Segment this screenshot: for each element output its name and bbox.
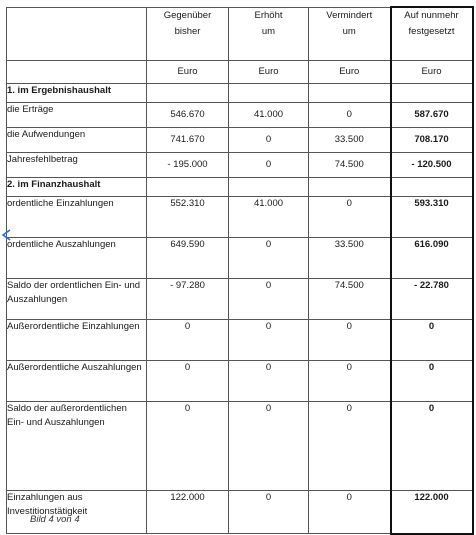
row-label: Saldo der außerordentlichen Ein- und Auszahlungen xyxy=(7,402,147,491)
value-cell: - 97.280 xyxy=(147,279,229,320)
section-header-empty-cell xyxy=(309,178,391,197)
row-label: Außerordentliche Auszahlungen xyxy=(7,361,147,402)
section-title: 1. im Ergebnishaushalt xyxy=(7,84,147,103)
value-cell: 0 xyxy=(229,361,309,402)
value-cell: 0 xyxy=(229,279,309,320)
budget-table xyxy=(6,6,474,535)
section-header-empty-cell xyxy=(309,84,391,103)
document-page xyxy=(6,6,474,535)
value-cell: 74.500 xyxy=(309,279,391,320)
value-cell: 122.000 xyxy=(391,491,473,534)
row-label: ordentliche Auszahlungen xyxy=(7,238,147,279)
value-cell: 0 xyxy=(309,402,391,491)
section-header-empty-cell xyxy=(229,84,309,103)
table-row xyxy=(7,279,473,320)
row-label: Saldo der ordentlichen Ein- und Auszahlungen xyxy=(7,279,147,320)
value-cell: 41.000 xyxy=(229,103,309,128)
table-row xyxy=(7,128,473,153)
value-cell: 0 xyxy=(229,153,309,178)
value-cell: 0 xyxy=(309,197,391,238)
section-header-row xyxy=(7,84,473,103)
header-empty-cell xyxy=(7,7,147,61)
row-label: die Erträge xyxy=(7,103,147,128)
value-cell: 546.670 xyxy=(147,103,229,128)
value-cell: 0 xyxy=(309,103,391,128)
unit-cell: Euro xyxy=(309,61,391,84)
value-cell: 41.000 xyxy=(229,197,309,238)
header-increased: Erhöht um xyxy=(229,7,309,61)
value-cell: 0 xyxy=(147,320,229,361)
section-header-empty-cell xyxy=(391,178,473,197)
row-label: die Aufwendungen xyxy=(7,128,147,153)
value-cell: 0 xyxy=(391,402,473,491)
value-cell: 593.310 xyxy=(391,197,473,238)
section-header-empty-cell xyxy=(147,178,229,197)
page-footer: Bild 4 von 4 xyxy=(30,514,80,525)
value-cell: 0 xyxy=(309,320,391,361)
table-row xyxy=(7,320,473,361)
row-label: ordentliche Einzahlungen xyxy=(7,197,147,238)
value-cell: 587.670 xyxy=(391,103,473,128)
value-cell: 33.500 xyxy=(309,238,391,279)
value-cell: 33.500 xyxy=(309,128,391,153)
value-cell: 0 xyxy=(309,491,391,534)
header-new-total: Auf nunmehr festgesetzt xyxy=(391,7,473,61)
section-title: 2. im Finanzhaushalt xyxy=(7,178,147,197)
value-cell: 0 xyxy=(147,402,229,491)
chevron-left-icon[interactable] xyxy=(0,228,12,242)
value-cell: - 120.500 xyxy=(391,153,473,178)
value-cell: 0 xyxy=(229,491,309,534)
value-cell: - 22.780 xyxy=(391,279,473,320)
unit-cell: Euro xyxy=(147,61,229,84)
value-cell: 0 xyxy=(147,361,229,402)
value-cell: 0 xyxy=(391,361,473,402)
value-cell: 649.590 xyxy=(147,238,229,279)
table-row xyxy=(7,197,473,238)
section-header-empty-cell xyxy=(391,84,473,103)
units-row xyxy=(7,61,473,84)
table-row xyxy=(7,238,473,279)
row-label: Jahresfehlbetrag xyxy=(7,153,147,178)
table-row xyxy=(7,491,473,534)
units-empty-cell xyxy=(7,61,147,84)
header-row xyxy=(7,7,473,61)
value-cell: 708.170 xyxy=(391,128,473,153)
row-label: Außerordentliche Einzahlungen xyxy=(7,320,147,361)
value-cell: 74.500 xyxy=(309,153,391,178)
value-cell: 0 xyxy=(229,402,309,491)
value-cell: 741.670 xyxy=(147,128,229,153)
section-header-row xyxy=(7,178,473,197)
value-cell: 0 xyxy=(391,320,473,361)
value-cell: 616.090 xyxy=(391,238,473,279)
row-label: Einzahlungen aus Investitionstätigkeit xyxy=(7,491,147,534)
header-previous: Gegenüber bisher xyxy=(147,7,229,61)
table-row xyxy=(7,103,473,128)
value-cell: 0 xyxy=(309,361,391,402)
table-row xyxy=(7,361,473,402)
value-cell: 0 xyxy=(229,320,309,361)
table-row xyxy=(7,402,473,491)
value-cell: - 195.000 xyxy=(147,153,229,178)
value-cell: 0 xyxy=(229,128,309,153)
section-header-empty-cell xyxy=(229,178,309,197)
header-decreased: Vermindert um xyxy=(309,7,391,61)
value-cell: 552.310 xyxy=(147,197,229,238)
section-header-empty-cell xyxy=(147,84,229,103)
table-row xyxy=(7,153,473,178)
unit-cell: Euro xyxy=(229,61,309,84)
value-cell: 122.000 xyxy=(147,491,229,534)
value-cell: 0 xyxy=(229,238,309,279)
unit-cell: Euro xyxy=(391,61,473,84)
